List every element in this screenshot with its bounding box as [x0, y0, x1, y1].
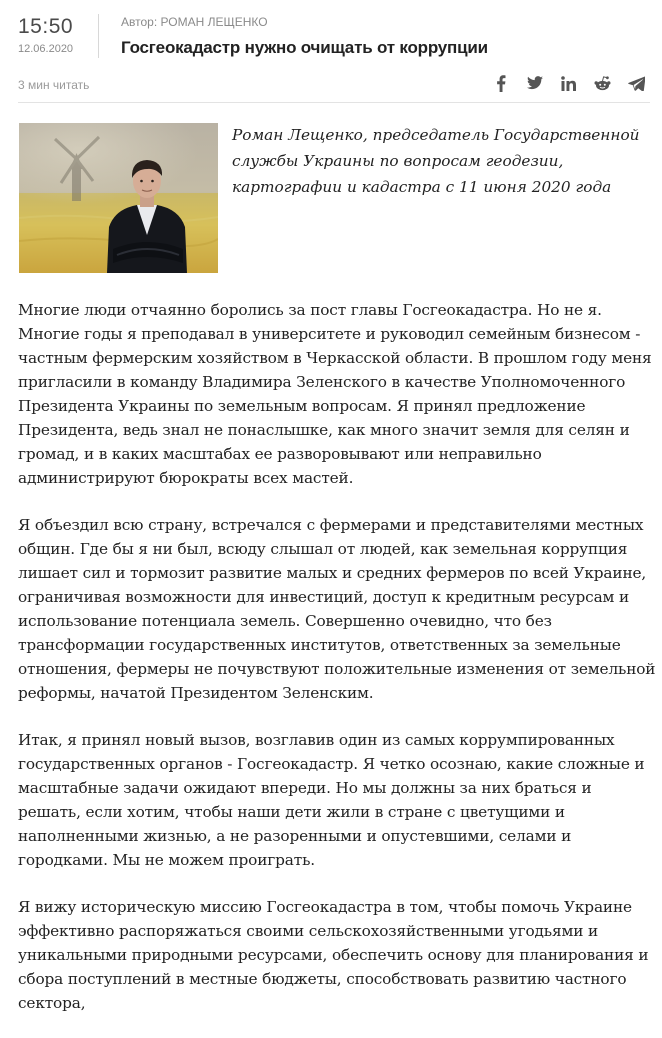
lead-block	[18, 122, 650, 274]
header-divider	[98, 14, 99, 58]
publish-datetime	[18, 14, 98, 56]
author-link[interactable]: Автор: РОМАН ЛЕЩЕНКО	[121, 15, 268, 29]
article-paragraph: Я объездил всю страну, встречался с фермерами и представителями местных общин. Где бы я ни был, всюду слышал от людей, как земельная коррупция лишает сил и тормозит развитие малых и средних фермеров по всей Украине, ограничивая возможности для инвестиций, доступ к кредитным ресурсам и использование потенциала земель. Совершенно очевидно, что без трансформации государственных институтов, ответственных за земельные отношения, фермеры не почувствуют положительные изменения от земельной реформы, начатой Президентом Зеленским.	[18, 516, 656, 702]
article-title: Госгеокадастр нужно очищать от коррупции	[121, 38, 488, 57]
article-meta	[121, 14, 651, 59]
reddit-icon[interactable]	[593, 74, 612, 93]
article-paragraph: Многие люди отчаянно боролись за пост главы Госгеокадастра. Но не я. Многие годы я преподавал в университете и руководил семейным бизнесом - частным фермерским хозяйством в Черкасской области. В прошлом году меня пригласили в команду Владимира Зеленского в качестве Уполномоченного Президента Украины по земельным вопросам. Я принял предложение Президента, ведь знал не понаслышке, как много значит земля для селян и громад, и в каких масштабах ее разворовывают или неправильно администрируют бюрократы всех мастей.	[18, 301, 652, 487]
read-share-bar	[18, 66, 650, 103]
facebook-icon[interactable]	[491, 74, 510, 93]
linkedin-icon[interactable]	[559, 74, 578, 93]
article-header	[0, 0, 662, 66]
author-photo	[19, 123, 218, 273]
article-paragraph: Я вижу историческую миссию Госгеокадастра в том, чтобы помочь Украине эффективно распоряжаться своими сельскохозяйственными угодьями и уникальными природными ресурсами, обеспечить основу для планирования и сбора поступлений в местные бюджеты, способствовать развитию частного сектора,	[18, 898, 649, 1012]
article-body	[18, 298, 658, 1038]
publish-time: 15:50	[18, 15, 74, 38]
article-paragraph: Итак, я принял новый вызов, возглавив один из самых коррумпированных государственных органов - Госгеокадастр. Я четко осознаю, какие сложные и масштабные задачи ожидают впереди. Но мы должны за них браться и решать, если хотим, чтобы наши дети жили в стране с цветущими и наполненными жизнью, а не разоренными и опустевшими, селами и городками. Мы не можем проиграть.	[18, 731, 645, 869]
twitter-icon[interactable]	[525, 74, 544, 93]
share-buttons	[491, 72, 646, 94]
read-time: 3 мин читать	[18, 78, 90, 92]
photo-caption: Роман Лещенко, председатель Государственной службы Украины по вопросам геодезии, картографии и кадастра с 11 июня 2020 года	[232, 126, 640, 196]
publish-date: 12.06.2020	[18, 43, 74, 55]
telegram-icon[interactable]	[627, 74, 646, 93]
